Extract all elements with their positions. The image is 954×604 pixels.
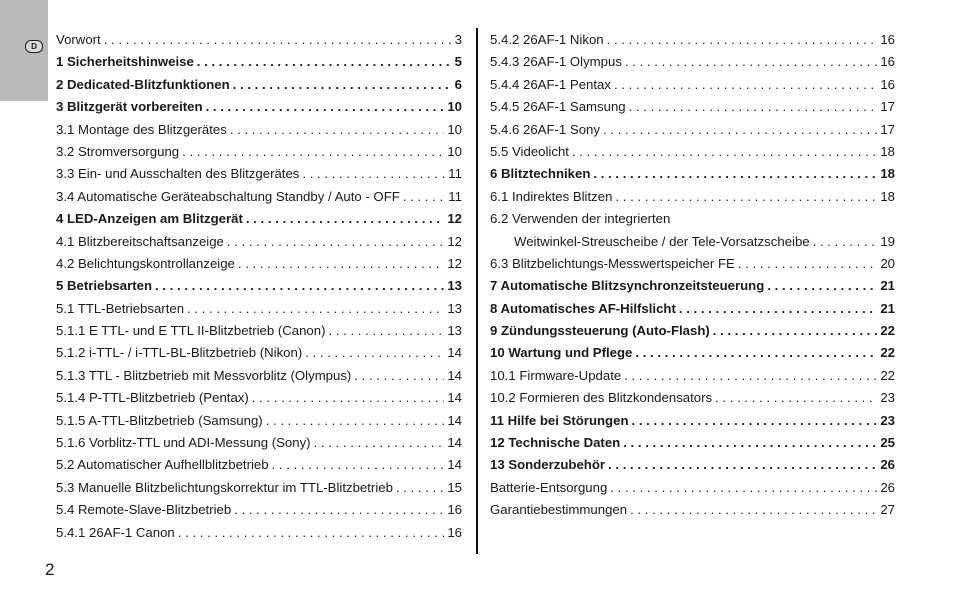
toc-entry-page: 10 (447, 121, 462, 137)
toc-entry-page: 3 (454, 32, 462, 47)
toc-leader-dots (614, 77, 877, 92)
toc-entry-title: 5.3 Manuelle Blitzbelichtungskorrektur im TTL-Blitzbetrieb (56, 479, 393, 495)
toc-leader-dots (572, 144, 877, 159)
toc-entry-title: Weitwinkel-Streuscheibe / der Tele-Vorsatzscheibe (514, 233, 810, 249)
toc-leader-dots (197, 54, 452, 69)
toc-entry-title: Vorwort (56, 32, 101, 47)
toc-entry-page: 17 (880, 121, 895, 137)
toc-entry (56, 32, 462, 54)
toc-entry (56, 413, 462, 435)
toc-entry-page: 12 (447, 211, 462, 227)
toc-entry-title: 12 Technische Daten (490, 435, 621, 451)
toc-leader-dots (630, 502, 877, 517)
toc-entry-page: 18 (880, 188, 895, 204)
toc-leader-dots (632, 413, 878, 428)
toc-entry-title: Garantiebestimmungen (490, 502, 628, 518)
toc-entry-page: 11 (448, 188, 462, 204)
toc-leader-dots (610, 480, 877, 495)
toc-entry (490, 256, 895, 278)
toc-entry (56, 368, 462, 390)
toc-entry (490, 32, 895, 54)
toc-leader-dots (623, 435, 877, 450)
toc-entry-title: 3.3 Ein- und Ausschalten des Blitzgerätes (56, 166, 300, 182)
toc-entry-title: 5.1 TTL-Betriebsarten (56, 300, 185, 316)
toc-entry (490, 390, 895, 412)
toc-entry-page: 21 (880, 278, 895, 294)
toc-entry-title: 5.4.2 26AF-1 Nikon (490, 32, 604, 47)
toc-entry (490, 323, 895, 345)
toc-entry-title: 10 Wartung und Pflege (490, 345, 633, 361)
toc-entry-title: 5.4.6 26AF-1 Sony (490, 121, 600, 137)
toc-entry-title: 4.2 Belichtungskontrollanzeige (56, 255, 235, 271)
toc-entry-title: 3 Blitzgerät vorbereiten (56, 99, 203, 115)
toc-entry (56, 144, 462, 166)
toc-entry-title: 5.5 Videolicht (490, 143, 569, 159)
toc-entry (490, 278, 895, 300)
toc-entry-page: 14 (447, 435, 462, 451)
toc-leader-dots (624, 368, 877, 383)
toc-entry-title: 7 Automatische Blitzsynchronzeitsteuerung (490, 278, 765, 294)
toc-entry-title: 5.2 Automatischer Aufhellblitzbetrieb (56, 457, 269, 473)
toc-entry-page: 15 (447, 479, 462, 495)
toc-entry-page: 16 (880, 76, 895, 92)
toc-entry (56, 502, 462, 524)
toc-entry (490, 502, 895, 524)
toc-entry-page: 13 (447, 323, 462, 339)
toc-entry-title: 3.4 Automatische Geräteabschaltung Standby / Auto - OFF (56, 188, 400, 204)
toc-entry (56, 435, 462, 457)
toc-entry-page: 25 (880, 435, 895, 451)
toc-entry-page: 26 (880, 457, 895, 473)
toc-leader-dots (329, 323, 445, 338)
toc-entry (490, 368, 895, 390)
language-tab (0, 0, 48, 101)
toc-leader-dots (713, 323, 878, 338)
toc-entry-page: 16 (447, 524, 462, 540)
toc-leader-dots (608, 457, 877, 472)
toc-entry-title: 5 Betriebsarten (56, 278, 153, 294)
toc-entry (490, 99, 895, 121)
toc-entry-title: 5.1.5 A-TTL-Blitzbetrieb (Samsung) (56, 412, 263, 428)
toc-entry-title: 1 Sicherheitshinweise (56, 54, 194, 70)
toc-entry-page: 18 (880, 166, 895, 182)
language-badge: D (25, 40, 43, 53)
toc-leader-dots (635, 345, 877, 360)
toc-entry-page: 5 (454, 54, 462, 70)
toc-entry-title: 5.1.1 E TTL- und E TTL II-Blitzbetrieb (Canon) (56, 323, 326, 339)
toc-entry-page: 23 (880, 390, 895, 406)
toc-entry-title: 5.1.4 P-TTL-Blitzbetrieb (Pentax) (56, 390, 249, 406)
toc-leader-dots (230, 122, 445, 137)
toc-leader-dots (178, 525, 445, 540)
toc-entry-page: 13 (447, 300, 462, 316)
toc-leader-dots (403, 189, 445, 204)
toc-leader-dots (305, 345, 444, 360)
toc-entry-title: 5.4.3 26AF-1 Olympus (490, 54, 622, 70)
toc-leader-dots (679, 301, 877, 316)
toc-entry (490, 413, 895, 435)
toc-entry (56, 77, 462, 99)
toc-entry (56, 211, 462, 233)
toc-entry-page: 23 (880, 412, 895, 428)
toc-entry (490, 435, 895, 457)
column-divider (476, 28, 478, 554)
toc-leader-dots (767, 278, 877, 293)
toc-leader-dots (738, 256, 878, 271)
toc-leader-dots (246, 211, 444, 226)
toc-entry-page: 22 (880, 367, 895, 383)
toc-entry-page: 16 (880, 54, 895, 70)
toc-right-column (490, 32, 895, 525)
toc-entry-title: 4 LED-Anzeigen am Blitzgerät (56, 211, 243, 227)
toc-entry-page: 16 (447, 502, 462, 518)
toc-entry-title: 6.2 Verwenden der integrierten (490, 211, 671, 227)
toc-entry-title: 10.2 Formieren des Blitzkondensators (490, 390, 713, 406)
toc-leader-dots (234, 502, 444, 517)
toc-entry-title: Batterie-Entsorgung (490, 479, 608, 495)
toc-leader-dots (813, 234, 878, 249)
toc-entry-page: 14 (447, 390, 462, 406)
toc-leader-dots (227, 234, 444, 249)
toc-entry-page: 14 (447, 367, 462, 383)
toc-entry-title: 13 Sonderzubehör (490, 457, 606, 473)
toc-leader-dots (187, 301, 444, 316)
toc-entry-page: 18 (880, 143, 895, 159)
toc-entry (56, 301, 462, 323)
page-number: 2 (45, 560, 55, 579)
toc-entry (490, 144, 895, 166)
toc-leader-dots (607, 32, 878, 47)
toc-entry (490, 301, 895, 323)
toc-entry (490, 166, 895, 188)
toc-entry (490, 54, 895, 76)
toc-entry (56, 278, 462, 300)
toc-entry-page: 10 (447, 99, 462, 115)
toc-entry-page: 22 (880, 345, 895, 361)
toc-entry-page: 17 (880, 99, 895, 115)
toc-leader-dots (182, 144, 444, 159)
toc-entry-title: 2 Dedicated-Blitzfunktionen (56, 76, 230, 92)
toc-entry-title: 5.1.3 TTL - Blitzbetrieb mit Messvorblitz (Olympus) (56, 367, 352, 383)
toc-entry-page: 14 (447, 457, 462, 473)
toc-leader-dots (593, 166, 877, 181)
toc-entry-title: 5.4.1 26AF-1 Canon (56, 524, 175, 540)
toc-entry-page: 14 (447, 345, 462, 361)
toc-entry (56, 525, 462, 547)
toc-leader-dots (206, 99, 445, 114)
toc-entry-page: 22 (880, 323, 895, 339)
toc-entry-title: 5.4.4 26AF-1 Pentax (490, 76, 611, 92)
toc-entry-page: 16 (880, 32, 895, 47)
toc-entry-page: 11 (448, 166, 462, 182)
toc-entry (56, 390, 462, 412)
toc-entry (56, 166, 462, 188)
toc-leader-dots (354, 368, 444, 383)
toc-leader-dots (396, 480, 444, 495)
toc-leader-dots (155, 278, 444, 293)
toc-entry-page: 6 (454, 76, 462, 92)
toc-entry (490, 345, 895, 367)
toc-leader-dots (715, 390, 877, 405)
toc-entry-title: 3.2 Stromversorgung (56, 143, 180, 159)
toc-entry (490, 480, 895, 502)
toc-leader-dots (266, 413, 445, 428)
toc-leader-dots (603, 122, 877, 137)
toc-entry-title: 5.4 Remote-Slave-Blitzbetrieb (56, 502, 232, 518)
toc-leader-dots (233, 77, 452, 92)
toc-leader-dots (302, 166, 445, 181)
toc-entry-page: 20 (880, 255, 895, 271)
toc-entry-title: 6 Blitztechniken (490, 166, 591, 182)
toc-entry-page: 21 (880, 300, 895, 316)
toc-entry-title: 6.1 Indirektes Blitzen (490, 188, 613, 204)
toc-entry (490, 211, 895, 233)
toc-left-column (56, 32, 462, 547)
toc-entry-title: 8 Automatisches AF-Hilfslicht (490, 300, 676, 316)
toc-entry (490, 457, 895, 479)
toc-entry-title: 6.3 Blitzbelichtungs-Messwertspeicher FE (490, 255, 735, 271)
toc-entry-page: 12 (447, 233, 462, 249)
toc-entry-title: 5.1.2 i-TTL- / i-TTL-BL-Blitzbetrieb (Nikon) (56, 345, 303, 361)
toc-leader-dots (615, 189, 877, 204)
toc-entry (56, 234, 462, 256)
toc-entry-title: 9 Zündungssteuerung (Auto-Flash) (490, 323, 710, 339)
toc-entry-title: 5.1.6 Vorblitz-TTL und ADI-Messung (Sony) (56, 435, 311, 451)
toc-entry-title: 3.1 Montage des Blitzgerätes (56, 121, 227, 137)
toc-entry-page: 27 (880, 502, 895, 518)
toc-entry-page: 26 (880, 479, 895, 495)
toc-leader-dots (629, 99, 878, 114)
toc-entry-title: 10.1 Firmware-Update (490, 367, 622, 383)
toc-entry-title: 4.1 Blitzbereitschaftsanzeige (56, 233, 224, 249)
toc-entry-page: 19 (880, 233, 895, 249)
toc-entry (490, 189, 895, 211)
toc-entry-page: 14 (447, 412, 462, 428)
toc-entry-title: 5.4.5 26AF-1 Samsung (490, 99, 626, 115)
toc-leader-dots (104, 32, 452, 47)
toc-entry-page: 12 (447, 255, 462, 271)
toc-leader-dots (272, 457, 445, 472)
toc-entry (490, 122, 895, 144)
toc-entry (56, 189, 462, 211)
toc-entry (56, 256, 462, 278)
toc-entry-page: 13 (447, 278, 462, 294)
toc-leader-dots (252, 390, 445, 405)
toc-entry-title: 11 Hilfe bei Störungen (490, 412, 629, 428)
toc-entry (56, 323, 462, 345)
toc-entry (56, 99, 462, 121)
toc-leader-dots (238, 256, 444, 271)
toc-entry (56, 345, 462, 367)
toc-entry (56, 457, 462, 479)
toc-entry-page: 10 (447, 143, 462, 159)
toc-leader-dots (625, 54, 877, 69)
toc-entry (490, 234, 895, 256)
toc-entry (490, 77, 895, 99)
toc-entry (56, 122, 462, 144)
toc-entry (56, 480, 462, 502)
toc-entry (56, 54, 462, 76)
toc-leader-dots (314, 435, 445, 450)
